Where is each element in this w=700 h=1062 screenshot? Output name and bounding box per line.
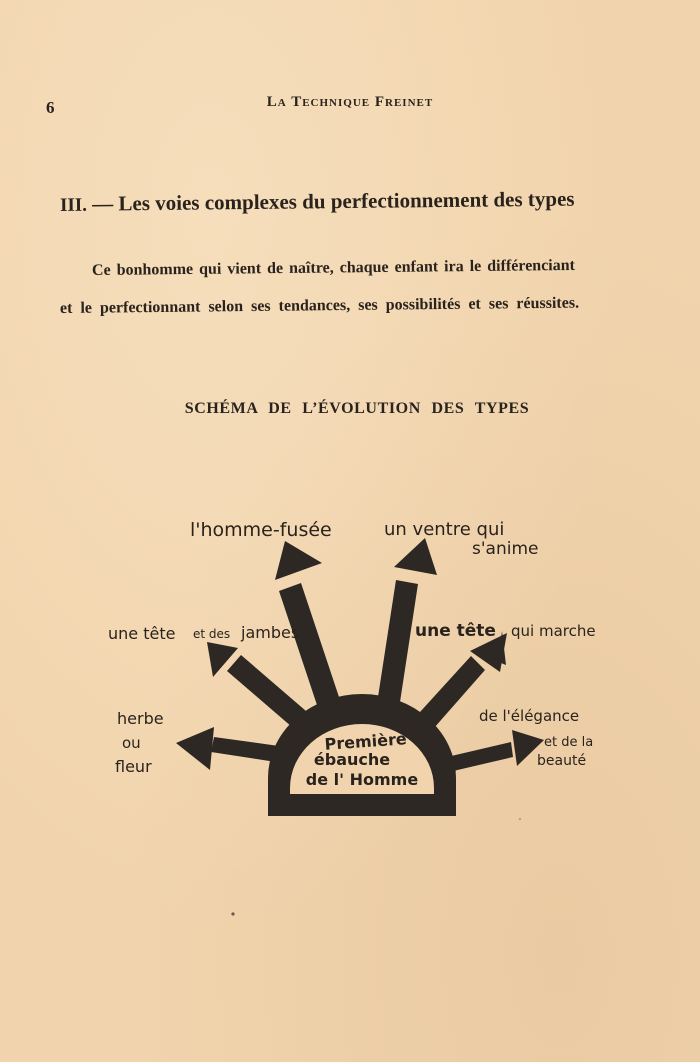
label-tete-jambes-c: jambes (241, 623, 300, 642)
label-elegance-line-1: de l'élégance (479, 707, 580, 725)
page-number: 6 (46, 98, 55, 117)
arrow-tete-jambes (207, 642, 306, 727)
section-title: — Les voies complexes du perfectionnement des types (92, 186, 575, 216)
center-label-line-3: de l' Homme (305, 770, 419, 789)
label-tete-marche-b: qui marche (511, 622, 596, 640)
label-elegance-line-3: beauté (537, 753, 587, 769)
label-tete-marche-a: une tête (415, 621, 496, 641)
label-fleur: fleur (115, 757, 152, 776)
label-tete-jambes-a: une tête (108, 624, 176, 643)
paper-speck (519, 818, 521, 820)
label-ou: ou (122, 734, 141, 752)
label-tete-jambes-b: et des (193, 627, 231, 641)
section-number: III. (59, 194, 88, 216)
label-ventre-line-2: s'anime (472, 539, 539, 559)
running-head: La Technique Freinet (266, 94, 434, 110)
schema-title: SCHÉMA DE L’ÉVOLUTION DES TYPES (184, 400, 530, 417)
arrow-ventre (378, 538, 437, 702)
paper-speck (231, 912, 234, 915)
arrow-elegance (447, 730, 544, 772)
paragraph-line-1: Ce bonhomme qui vient de naître, chaque enfant ira le différenciant (91, 256, 576, 279)
center-label-line-1: Première (323, 729, 408, 754)
label-homme-fusee: l'homme-fusée (190, 519, 332, 541)
label-herbe: herbe (117, 709, 164, 728)
arrow-herbe (176, 727, 279, 770)
paragraph-line-2: et le perfectionnant selon ses tendances, ses possibilités et ses réussites. (59, 294, 580, 317)
label-ventre-line-1: un ventre qui (384, 519, 505, 540)
label-elegance-line-2: et de la (544, 735, 594, 750)
center-label-line-2: ébauche (313, 750, 391, 769)
